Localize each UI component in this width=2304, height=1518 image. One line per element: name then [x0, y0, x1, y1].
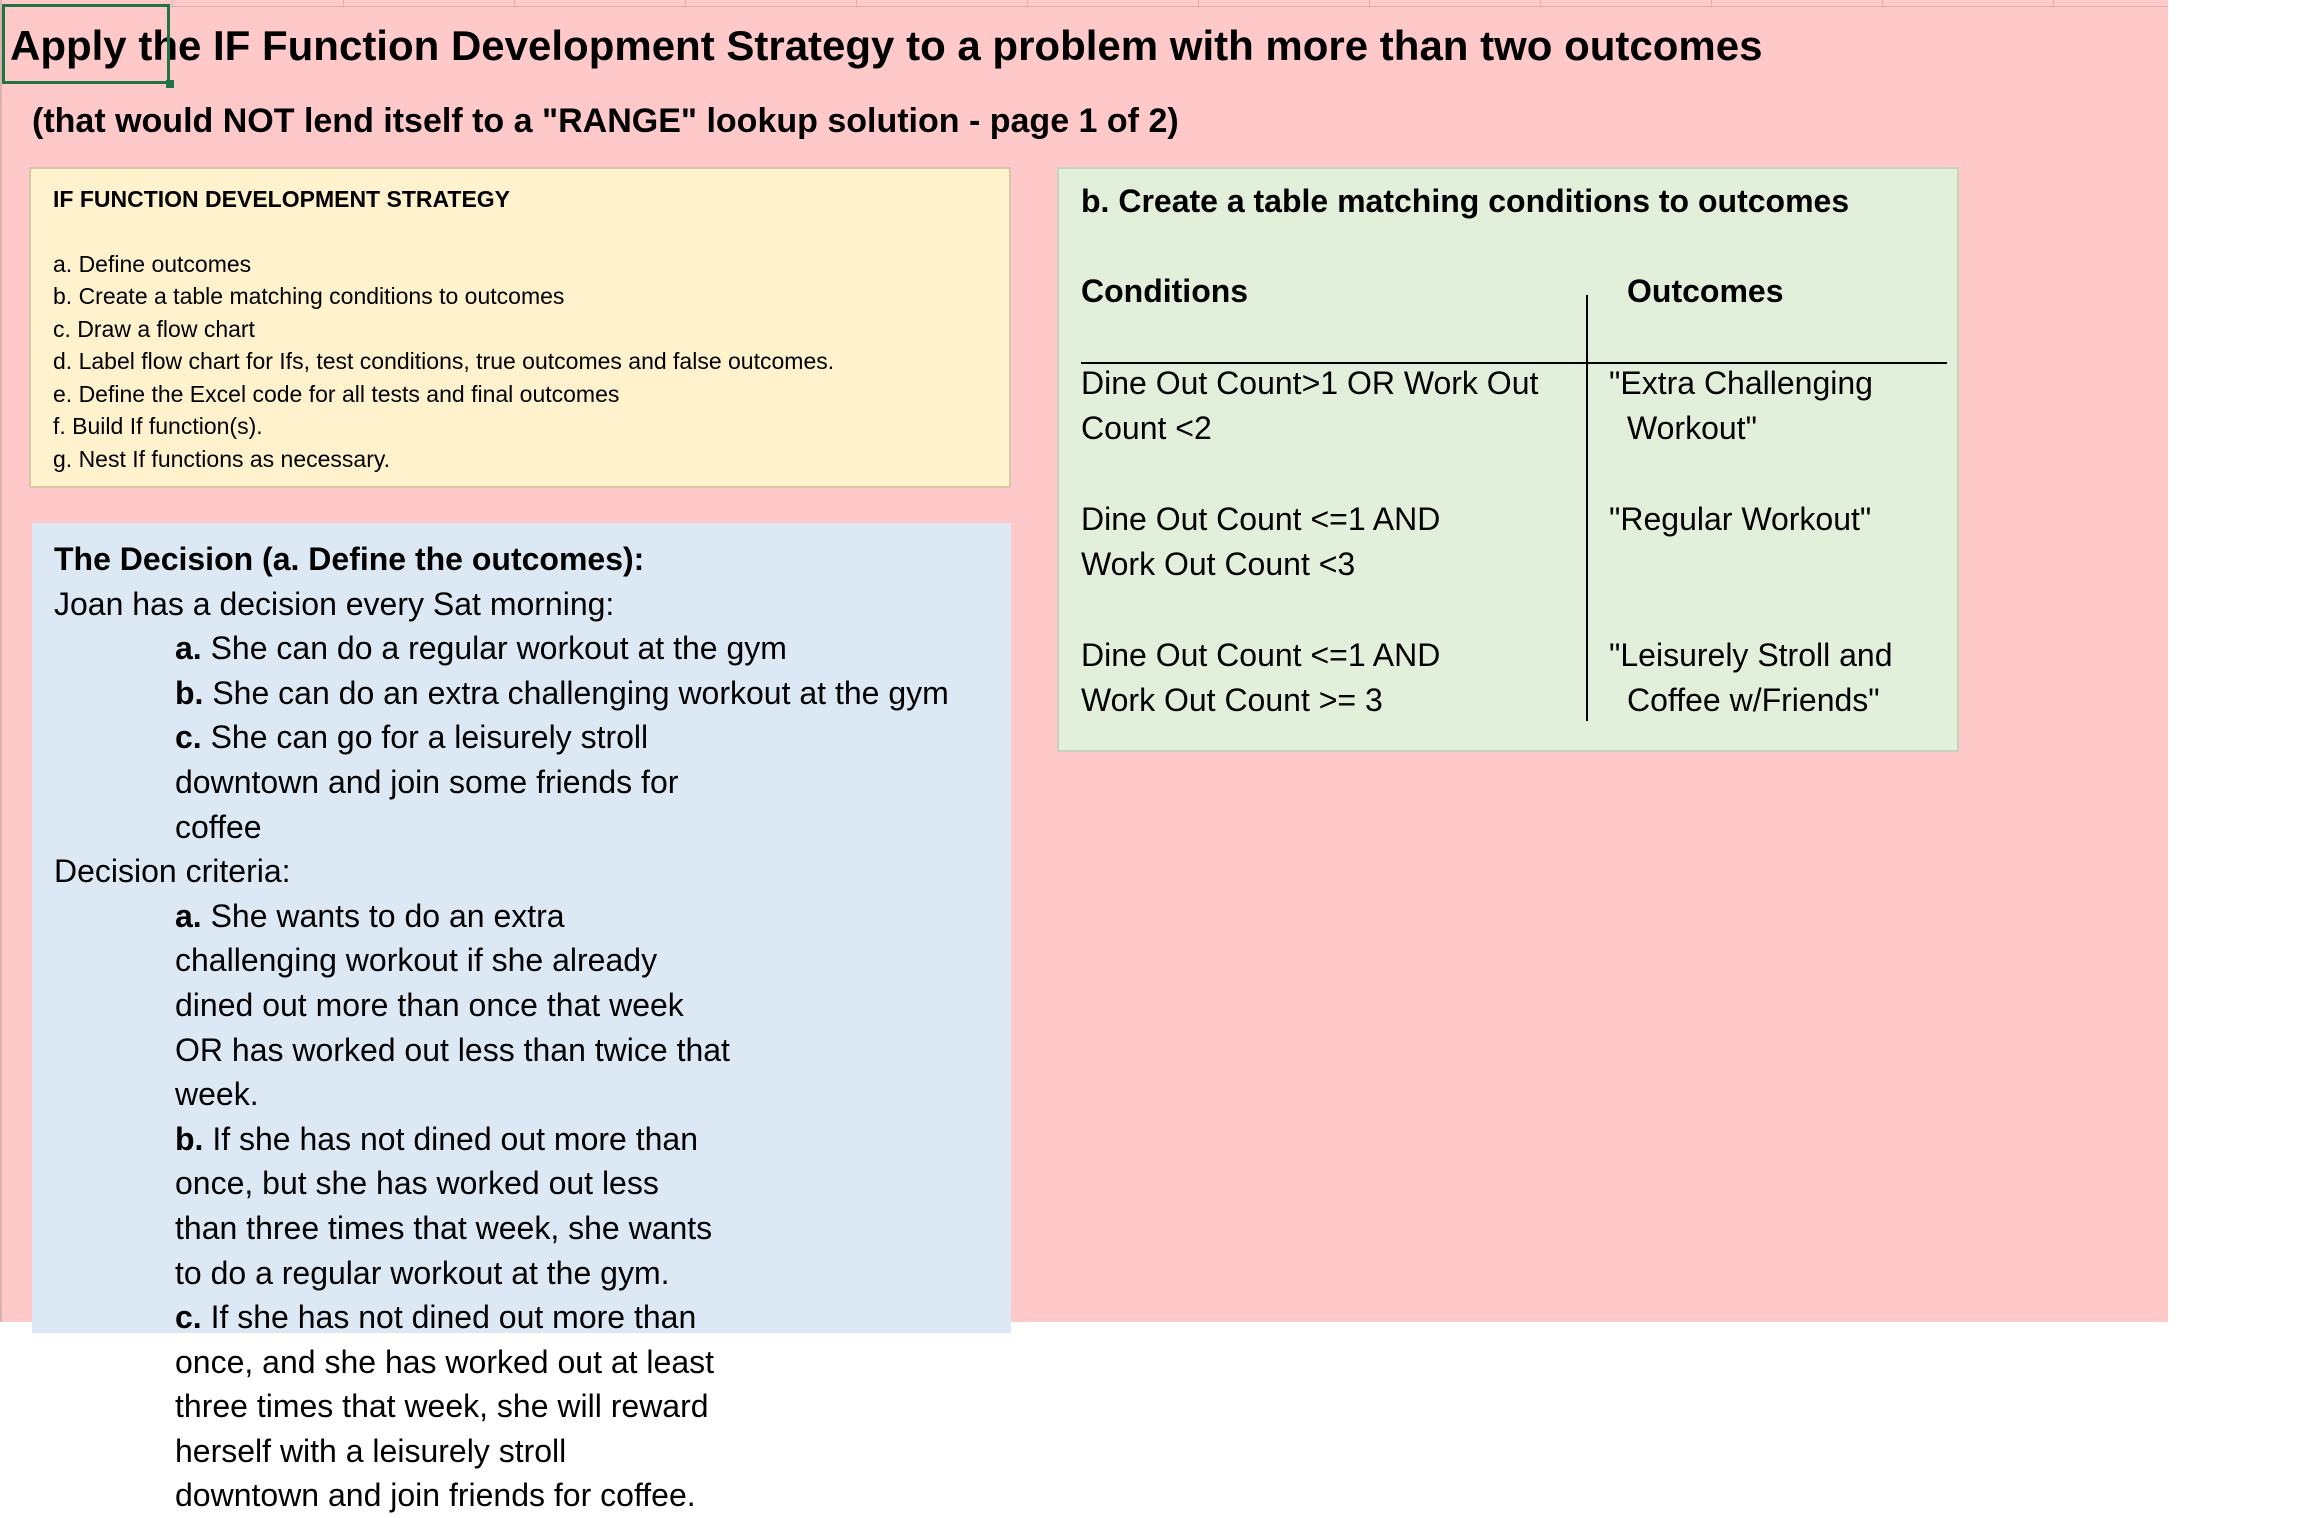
strategy-step: d. Label flow chart for Ifs, test conditions, true outcomes and false outcomes. — [53, 348, 835, 374]
condition-line: Work Out Count >= 3 — [1081, 682, 1383, 718]
criterion-text: If she has not dined out more than once, but she has worked out less than three times that week, she wants to do a regular workout at the gym. — [175, 1120, 713, 1291]
outcome-line: Coffee w/Friends" — [1627, 682, 1880, 718]
option-letter: a. — [175, 630, 202, 667]
option-letter: c. — [175, 719, 202, 756]
condition-line: Dine Out Count <=1 AND — [1081, 637, 1441, 673]
table-title: b. Create a table matching conditions to outcomes — [1081, 183, 1850, 219]
column-header-border — [0, 6, 2168, 7]
strategy-step: f. Build If function(s). — [53, 413, 263, 439]
outcome-cell — [1609, 497, 1949, 542]
decision-criterion — [54, 894, 735, 1117]
decision-textbox[interactable] — [32, 523, 1011, 1514]
criterion-text: She wants to do an extra challenging workout if she already dined out more than once that week OR has worked out less than twice that week. — [175, 897, 730, 1113]
decision-criterion — [54, 1117, 715, 1295]
outcome-line: Workout" — [1627, 410, 1757, 446]
condition-line: Dine Out Count>1 OR Work Out — [1081, 365, 1539, 401]
criteria-label: Decision criteria: — [54, 853, 291, 890]
sheet-subtitle[interactable]: (that would NOT lend itself to a "RANGE" lookup solution - page 1 of 2) — [32, 102, 1179, 140]
table-vertical-divider — [1586, 295, 1588, 721]
fill-handle[interactable] — [166, 80, 174, 88]
outcome-cell — [1609, 633, 1949, 723]
column-divider — [1882, 0, 1883, 8]
condition-line: Count <2 — [1081, 410, 1212, 446]
strategy-heading: IF FUNCTION DEVELOPMENT STRATEGY — [53, 186, 511, 212]
strategy-step: b. Create a table matching conditions to outcomes — [53, 283, 565, 309]
active-cell-selection[interactable] — [2, 4, 170, 84]
column-divider — [172, 0, 173, 8]
decision-option — [54, 715, 735, 849]
column-divider — [514, 0, 515, 8]
column-divider — [1198, 0, 1199, 8]
decision-heading: The Decision (a. Define the outcomes): — [54, 541, 645, 577]
strategy-textbox[interactable] — [29, 167, 1011, 488]
outcome-line: "Extra Challenging — [1609, 365, 1873, 401]
row-header-border — [0, 0, 2, 1322]
condition-cell — [1081, 361, 1581, 451]
column-divider — [856, 0, 857, 8]
option-text: She can go for a leisurely stroll downtown and join some friends for coffee — [175, 719, 679, 845]
option-text: She can do a regular workout at the gym — [201, 630, 787, 667]
condition-cell — [1081, 497, 1581, 587]
outcomes-header: Outcomes — [1627, 273, 1784, 309]
decision-option — [54, 626, 1011, 671]
strategy-step: e. Define the Excel code for all tests and final outcomes — [53, 380, 620, 407]
decision-criterion — [54, 1295, 715, 1518]
option-text: She can do an extra challenging workout at the gym — [203, 674, 949, 711]
decision-option — [54, 671, 1011, 716]
column-divider — [2053, 0, 2054, 8]
criterion-letter: c. — [175, 1299, 202, 1336]
column-divider — [1711, 0, 1712, 8]
conditions-header: Conditions — [1081, 273, 1249, 309]
strategy-step: g. Nest If functions as necessary. — [53, 445, 391, 472]
condition-cell — [1081, 633, 1581, 723]
column-divider — [1540, 0, 1541, 8]
strategy-step: c. Draw a flow chart — [53, 315, 255, 342]
column-divider — [1369, 0, 1370, 8]
sheet-title[interactable]: Apply the IF Function Development Strategy to a problem with more than two outcomes — [10, 22, 1763, 69]
outcome-cell — [1609, 361, 1949, 451]
column-divider — [343, 0, 344, 8]
column-divider — [1027, 0, 1028, 8]
criterion-text: If she has not dined out more than once, and she has worked out at least three times that week, she will reward herself with a leisurely stroll downtown and join friends for coffee. — [175, 1299, 715, 1514]
option-letter: b. — [175, 674, 204, 711]
decision-intro: Joan has a decision every Sat morning: — [54, 585, 615, 622]
outcome-line: "Leisurely Stroll and — [1609, 637, 1893, 673]
column-divider — [685, 0, 686, 8]
criterion-letter: b. — [175, 1120, 204, 1157]
condition-line: Dine Out Count <=1 AND — [1081, 501, 1441, 537]
outcome-line: "Regular Workout" — [1609, 501, 1872, 537]
criterion-letter: a. — [175, 897, 202, 934]
conditions-outcomes-textbox[interactable] — [1057, 167, 1959, 752]
condition-line: Work Out Count <3 — [1081, 546, 1356, 582]
strategy-step: a. Define outcomes — [53, 250, 252, 277]
